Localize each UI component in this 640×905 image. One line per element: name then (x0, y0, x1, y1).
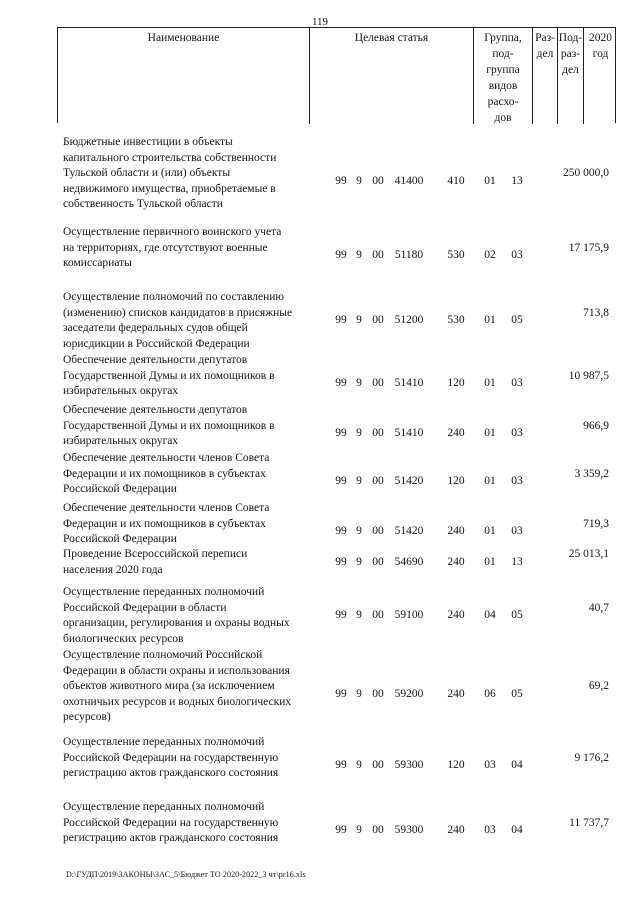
row-name (63, 547, 325, 578)
table-header (57, 27, 616, 123)
target-code-3: 00 (372, 759, 384, 772)
row-name-line: Обеспечение деятельности членов Совета (63, 452, 270, 464)
row-name-line: собственность Тульской области (63, 198, 223, 211)
target-code-1: 99 (335, 475, 347, 488)
target-code-3: 00 (372, 525, 384, 538)
row-name-line: Осуществление полномочий по составлению (63, 291, 284, 303)
amount: 966,9 (583, 419, 609, 432)
row-name-line: на территориях, где отсутствуют военные (63, 241, 268, 254)
section-code: 01 (484, 314, 496, 327)
section-code: 02 (484, 249, 496, 262)
row-name-line: Обеспечение деятельности депутатов (63, 354, 248, 366)
row-name-line: избирательных округах (63, 435, 179, 448)
target-code-2: 9 (356, 475, 362, 488)
target-code-2: 9 (356, 555, 362, 568)
row-name-line: объектов животного мира (за исключением (63, 680, 275, 693)
row-name-line: Российской Федерации (63, 483, 177, 496)
row-name-line: комиссариаты (63, 257, 132, 270)
section-code: 04 (484, 609, 496, 622)
group-code: 240 (447, 609, 465, 622)
target-code-4: 41400 (394, 175, 424, 187)
group-code: 240 (447, 688, 465, 700)
target-code-2: 9 (356, 824, 362, 837)
row-name-line: организации, регулирования и охраны водных (63, 617, 290, 630)
target-code-4: 54690 (394, 555, 424, 568)
amount: 9 176,2 (574, 751, 609, 764)
group-code: 530 (447, 314, 465, 327)
row-name (63, 353, 325, 400)
target-code-4: 59300 (394, 759, 424, 772)
subsection-code: 03 (511, 525, 523, 538)
subsection-code: 04 (511, 759, 523, 772)
amount: 10 987,5 (568, 369, 609, 382)
row-name (63, 648, 325, 726)
amount: 3 359,2 (574, 467, 609, 480)
row-name-line: юрисдикции в Российской Федерации (63, 337, 250, 350)
amount: 713,8 (583, 306, 609, 319)
table-row (0, 585, 640, 647)
target-code-3: 00 (372, 475, 384, 488)
group-code: 240 (447, 824, 465, 837)
header-subsection: Под- раз- дел (558, 28, 584, 124)
target-code-2: 9 (356, 175, 362, 187)
target-code-1: 99 (335, 688, 347, 700)
table-row (0, 135, 640, 213)
target-code-3: 00 (372, 688, 384, 700)
section-code: 03 (484, 824, 496, 837)
target-code-4: 51410 (394, 427, 424, 440)
subsection-code: 04 (511, 824, 523, 837)
amount: 719,3 (583, 517, 609, 530)
table-row (0, 800, 640, 847)
header-section: Раз- дел (533, 28, 558, 124)
row-name-line: регистрацию актов гражданского состояния (63, 832, 279, 845)
target-code-4: 59100 (394, 609, 424, 622)
target-code-4: 51410 (394, 377, 424, 390)
amount: 11 737,7 (569, 816, 609, 829)
target-code-2: 9 (356, 427, 362, 440)
row-name-line: Федерации и их помощников в субъектах (63, 517, 266, 530)
target-code-1: 99 (335, 427, 347, 440)
target-code-1: 99 (335, 314, 347, 327)
table-row (0, 225, 640, 272)
group-code: 120 (447, 377, 465, 390)
table-row (0, 501, 640, 548)
row-name-line: биологических ресурсов (63, 632, 184, 645)
table-row (0, 290, 640, 352)
section-code: 01 (484, 175, 496, 187)
target-code-2: 9 (356, 688, 362, 700)
row-name-line: Осуществление полномочий Российской (63, 649, 263, 661)
table-row (0, 735, 640, 782)
subsection-code: 05 (511, 314, 523, 327)
row-name-line: избирательных округах (63, 385, 179, 398)
row-name (63, 501, 325, 548)
table-row (0, 648, 640, 726)
table-row (0, 451, 640, 498)
subsection-code: 13 (511, 555, 523, 568)
target-code-1: 99 (335, 824, 347, 837)
row-name-line: населения 2020 года (63, 563, 163, 576)
target-code-3: 00 (372, 377, 384, 390)
target-code-4: 59300 (394, 824, 424, 837)
target-code-3: 00 (372, 427, 384, 440)
row-name-line: Российской Федерации в области (63, 601, 227, 614)
target-code-1: 99 (335, 609, 347, 622)
target-code-1: 99 (335, 249, 347, 262)
table-row (0, 403, 640, 450)
target-code-3: 00 (372, 824, 384, 837)
target-code-2: 9 (356, 525, 362, 538)
subsection-code: 13 (511, 175, 523, 187)
amount: 25 013,1 (568, 548, 609, 560)
row-name-line: охотничьих ресурсов и водных биологических (63, 695, 292, 708)
row-name-line: Бюджетные инвестиции в объекты (63, 136, 233, 148)
row-name-line: регистрацию актов гражданского состояния (63, 767, 279, 780)
row-name-line: Обеспечение деятельности депутатов (63, 404, 248, 416)
row-name-line: (изменению) списков кандидатов в присяжные (63, 306, 293, 319)
section-code: 01 (484, 427, 496, 440)
subsection-code: 03 (511, 475, 523, 488)
subsection-code: 05 (511, 688, 523, 700)
row-name-line: Федерации и их помощников в субъектах (63, 467, 266, 480)
row-name-line: капитального строительства собственности (63, 151, 277, 164)
section-code: 06 (484, 688, 496, 700)
row-name-line: Тульской области и (или) объекты (63, 167, 231, 180)
target-code-4: 51420 (394, 475, 424, 488)
group-code: 530 (447, 249, 465, 262)
target-code-1: 99 (335, 555, 347, 568)
header-group: Группа, под- группа видов расхо- дов (474, 28, 533, 124)
header-target: Целевая статья (310, 28, 474, 124)
row-name (63, 451, 325, 498)
row-name (63, 135, 325, 213)
target-code-3: 00 (372, 175, 384, 187)
row-name (63, 290, 325, 352)
target-code-2: 9 (356, 377, 362, 390)
group-code: 240 (447, 525, 465, 538)
row-name-line: Осуществление первичного воинского учета (63, 226, 282, 238)
target-code-3: 00 (372, 555, 384, 568)
section-code: 01 (484, 555, 496, 568)
table-row (0, 547, 640, 578)
target-code-4: 51180 (394, 249, 424, 262)
row-name-line: ресурсов) (63, 711, 111, 724)
row-name (63, 800, 325, 847)
section-code: 03 (484, 759, 496, 772)
row-name-line: Российской Федерации на государственную (63, 751, 279, 764)
row-name-line: Проведение Всероссийской переписи (63, 548, 248, 560)
row-name-line: Государственной Думы и их помощников в (63, 419, 275, 432)
header-year: 2020 год (589, 32, 612, 60)
group-code: 410 (447, 175, 465, 187)
target-code-1: 99 (335, 759, 347, 772)
target-code-2: 9 (356, 759, 362, 772)
amount: 17 175,9 (568, 241, 609, 254)
amount: 40,7 (588, 601, 609, 614)
group-code: 240 (447, 555, 465, 568)
target-code-2: 9 (356, 314, 362, 327)
amount: 250 000,0 (563, 167, 609, 180)
table-row (0, 353, 640, 400)
row-name-line: Федерации в области охраны и использования (63, 664, 290, 677)
amount: 69,2 (588, 680, 609, 693)
target-code-4: 51200 (394, 314, 424, 327)
row-name-line: Осуществление переданных полномочий (63, 586, 265, 598)
row-name (63, 225, 325, 272)
target-code-3: 00 (372, 314, 384, 327)
subsection-code: 03 (511, 249, 523, 262)
target-code-4: 51420 (394, 525, 424, 538)
row-name (63, 585, 325, 647)
target-code-2: 9 (356, 609, 362, 622)
file-path: D:\ГУДП\2019\ЗАКОНЫ\ЗАС_5\Бюджет ТО 2020-2022_3 чт\pr16.xls (66, 870, 306, 879)
header-name: Наименование (58, 28, 310, 124)
subsection-code: 03 (511, 427, 523, 440)
group-code: 120 (447, 759, 465, 772)
group-code: 240 (447, 427, 465, 440)
row-name-line: заседатели федеральных судов общей (63, 322, 248, 335)
target-code-1: 99 (335, 525, 347, 538)
section-code: 01 (484, 377, 496, 390)
row-name-line: Обеспечение деятельности членов Совета (63, 502, 270, 514)
subsection-code: 05 (511, 609, 523, 622)
page-number: 119 (311, 16, 329, 28)
row-name (63, 403, 325, 450)
target-code-4: 59200 (394, 688, 424, 700)
section-code: 01 (484, 525, 496, 538)
group-code: 120 (447, 475, 465, 488)
subsection-code: 03 (511, 377, 523, 390)
target-code-3: 00 (372, 249, 384, 262)
row-name-line: недвижимого имущества, приобретаемые в (63, 182, 276, 195)
target-code-2: 9 (356, 249, 362, 262)
section-code: 01 (484, 475, 496, 488)
target-code-3: 00 (372, 609, 384, 622)
row-name-line: Осуществление переданных полномочий (63, 736, 265, 748)
target-code-1: 99 (335, 175, 347, 187)
row-name-line: Государственной Думы и их помощников в (63, 369, 275, 382)
row-name-line: Российской Федерации (63, 533, 177, 546)
row-name-line: Осуществление переданных полномочий (63, 801, 265, 813)
row-name (63, 735, 325, 782)
row-name-line: Российской Федерации на государственную (63, 816, 279, 829)
target-code-1: 99 (335, 377, 347, 390)
